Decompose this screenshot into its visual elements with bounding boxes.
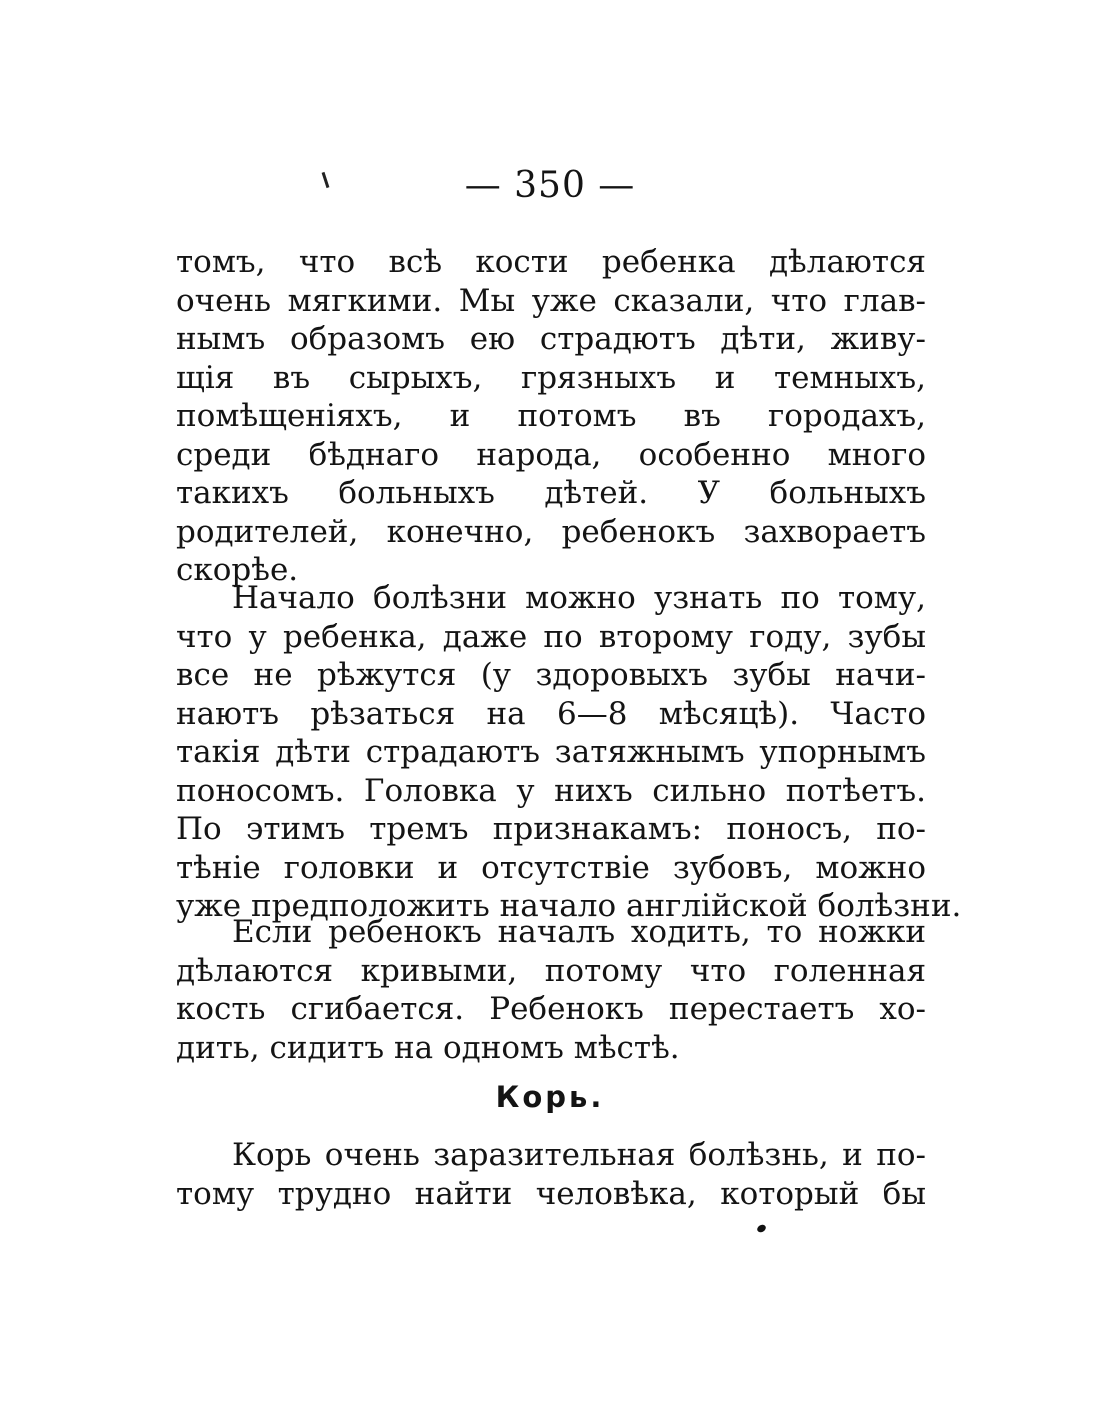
text-line: дить, сидитъ на одномъ мѣстѣ.	[176, 1029, 680, 1066]
text-line: дѣлаются кривыми, потому что голенная	[176, 952, 926, 989]
paragraph-1	[176, 243, 926, 590]
text-line: тѣніе головки и отсутствіе зубовъ, можно	[176, 849, 926, 886]
text-line: Если ребенокъ началъ ходить, то ножки	[232, 914, 926, 950]
text-line: скорѣе.	[176, 552, 299, 588]
text-line: поносомъ. Головка у нихъ сильно потѣетъ.	[176, 772, 926, 809]
text-line: такихъ больныхъ дѣтей. У больныхъ	[176, 475, 926, 511]
page-number: — 350 —	[464, 165, 636, 206]
paragraph-3	[176, 913, 926, 1067]
text-line: щія въ сырыхъ, грязныхъ и темныхъ,	[176, 359, 926, 396]
text-line: уже предположить начало англійской болѣзни.	[176, 888, 962, 924]
text-line: среди бѣднаго народа, особенно много	[176, 436, 926, 473]
text-line: томъ, что всѣ кости ребенка дѣлаются	[176, 244, 926, 280]
text-line: кость сгибается. Ребенокъ перестаетъ хо-	[176, 991, 926, 1027]
text-line: очень мягкими. Мы уже сказали, что глав-	[176, 282, 926, 319]
text-line: Начало болѣзни можно узнать по тому,	[232, 580, 926, 616]
text-line: все не рѣжутся (у здоровыхъ зубы начи-	[176, 657, 926, 693]
text-line: такія дѣти страдаютъ затяжнымъ упорнымъ	[176, 734, 926, 770]
text-line: родителей, конечно, ребенокъ захвораетъ	[176, 513, 926, 550]
stray-ink-dot	[756, 1223, 767, 1234]
text-line: наютъ рѣзаться на 6—8 мѣсяцѣ). Часто	[176, 695, 926, 732]
paragraph-2	[176, 579, 962, 926]
text-line: Корь очень заразительная болѣзнь, и по-	[232, 1137, 926, 1173]
text-line: помѣщеніяхъ, и потомъ въ городахъ,	[176, 398, 926, 434]
text-line: тому трудно найти человѣка, который бы	[176, 1175, 926, 1212]
text-line: нымъ образомъ ею страдютъ дѣти, живу-	[176, 321, 926, 357]
text-line: что у ребенка, даже по второму году, зубы	[176, 618, 926, 655]
paragraph-4	[176, 1136, 926, 1213]
text-line: По этимъ тремъ признакамъ: поносъ, по-	[176, 811, 926, 847]
section-heading: Корь.	[495, 1080, 605, 1114]
